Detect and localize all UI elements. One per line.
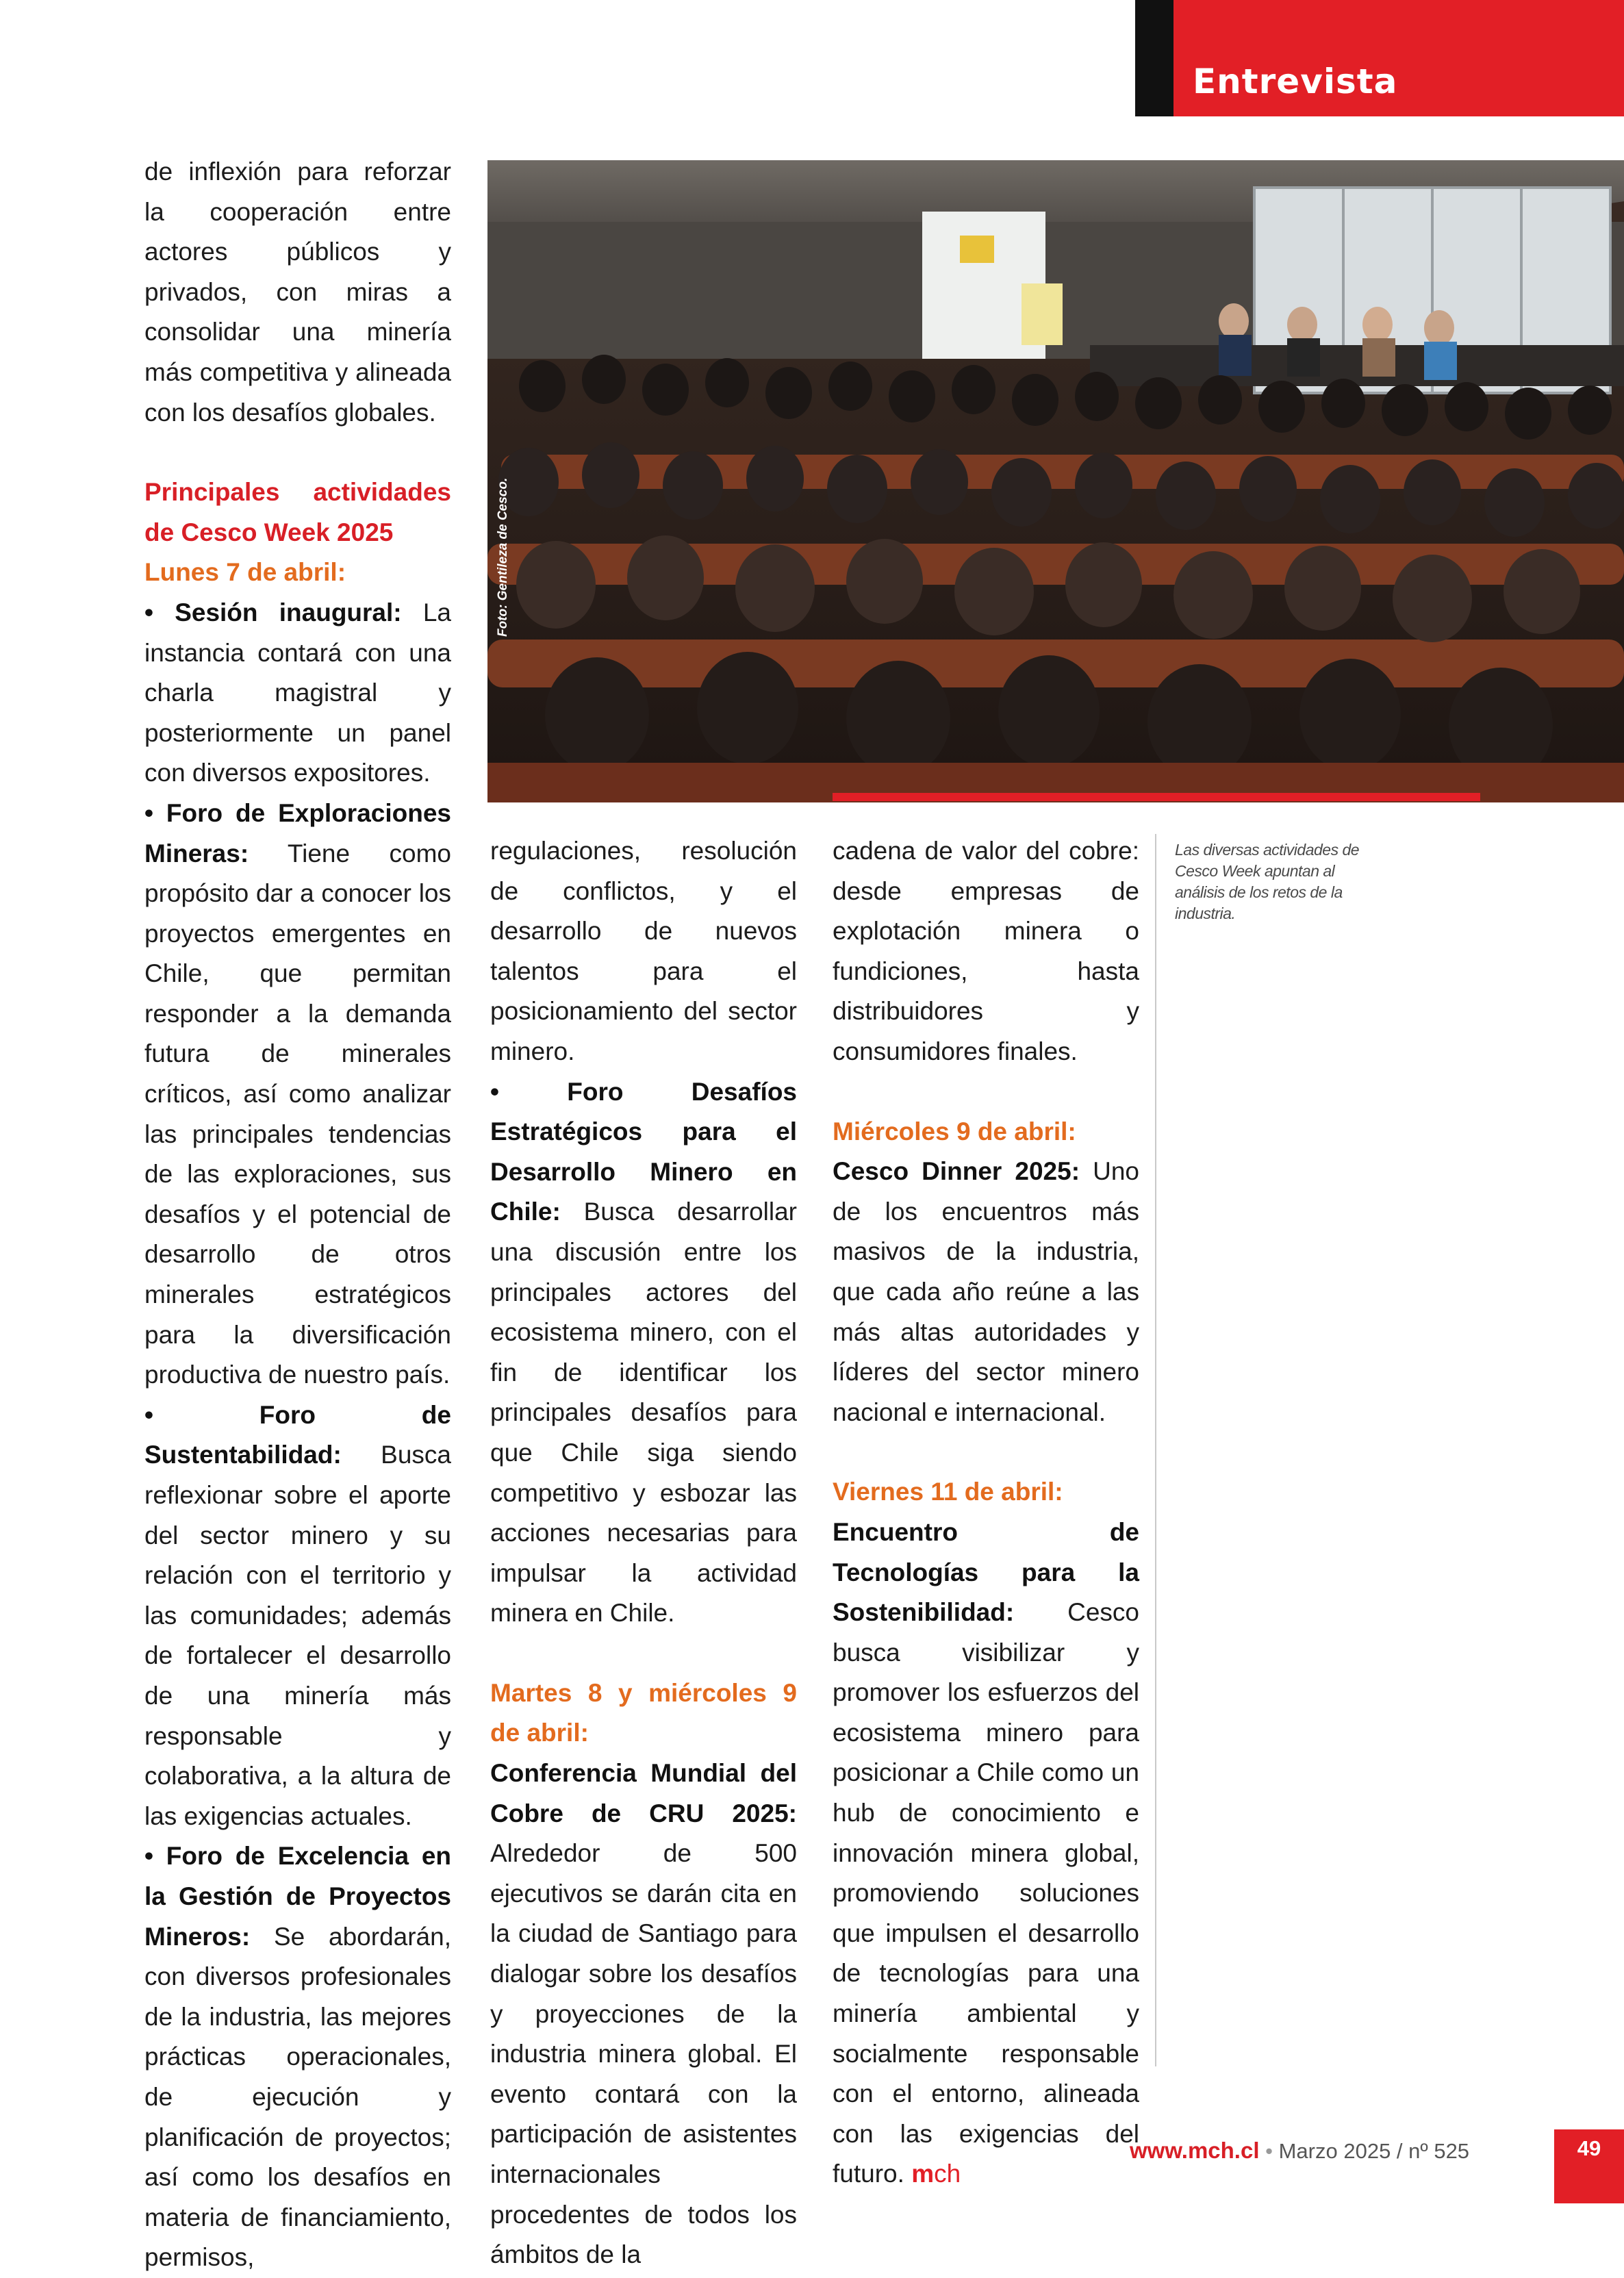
item-sustainability-forum [144, 1395, 451, 1837]
activities-heading: Principales actividades de Cesco Week 2025 [144, 478, 451, 546]
page-footer [1130, 2138, 1469, 2186]
item-title: • Foro Desafíos Estratégicos para el Desarrollo Minero en Chile: [490, 1077, 797, 1226]
continued-paragraph: cadena de valor del cobre: desde empresas de explotación minera o fundiciones, hasta distribuidores y consumidores finales. [833, 837, 1139, 1065]
continued-paragraph: regulaciones, resolución de conflictos, y el desarrollo de nuevos talentos para el posicionamiento del sector minero. [490, 837, 797, 1065]
footer-separator: • [1265, 2139, 1273, 2163]
item-title: • Foro de Exploraciones Mineras: [144, 798, 451, 868]
conference-photo-illustration [487, 160, 1624, 802]
red-accent-strip [833, 793, 1480, 801]
item-technology-meeting [833, 1513, 1139, 2194]
item-exploration-forum [144, 794, 451, 1395]
item-title: • Sesión inaugural: [144, 598, 402, 627]
section-header-edge [1135, 0, 1173, 116]
item-title: Cesco Dinner 2025: [833, 1157, 1080, 1186]
photo-credit: Foto: Gentileza de Cesco. [496, 477, 510, 637]
item-cru-conference [490, 1754, 797, 2275]
day-heading-friday: Viernes 11 de abril: [833, 1478, 1063, 1506]
day-heading-tuesday: Martes 8 y miércoles 9 de abril: [490, 1678, 797, 1747]
item-opening-session [144, 593, 451, 794]
item-text: Uno de los encuentros más masivos de la industria, que cada año reúne a las más altas autoridades y líderes del sector minero nacional e internacional. [833, 1157, 1139, 1426]
item-text: Cesco busca visibilizar y promover los esfuerzos del ecosistema minero para posicionar a Chile como un hub de conocimiento e innovación minera global, promoviendo soluciones que impulsen el desarrollo de tecnologías para una minería ambiental y socialmente responsable con el entorno, alineada con las exigencias del futuro. [833, 1598, 1139, 2188]
day-heading-monday: Lunes 7 de abril: [144, 558, 346, 587]
section-header [1135, 0, 1624, 116]
conference-photo [487, 160, 1624, 802]
item-text: Se abordarán, con diversos profesionales de la industria, las mejores prácticas operacionales, de ejecución y planificación de proyectos; así como los desafíos en materia de financiamiento, permisos, [144, 1922, 451, 2272]
day-heading-wednesday: Miércoles 9 de abril: [833, 1117, 1076, 1146]
item-cesco-dinner [833, 1152, 1139, 1432]
item-title: • Foro de Excelencia en la Gestión de Proyectos Mineros: [144, 1842, 451, 1951]
item-title: Conferencia Mundial del Cobre de CRU 2025: [490, 1759, 797, 1827]
item-text: Busca reflexionar sobre el aporte del sector minero y su relación con el territorio y las comunidades; además de fortalecer el desarrollo de una minería más responsable y colaborativa, a la altura de las exigencias actuales. [144, 1441, 451, 1830]
caption-divider [1155, 834, 1156, 2066]
footer-issue: Marzo 2025 / nº 525 [1278, 2139, 1470, 2163]
mch-end-logo [911, 2160, 961, 2188]
item-text: Alrededor de 500 ejecutivos se darán cita en la ciudad de Santiago para dialogar sobre los desafíos y proyecciones de la industria minera global. El evento contará con la participación de asistentes internacionales procedentes de todos los ámbitos de la [490, 1839, 797, 2269]
item-title: • Foro de Sustentabilidad: [144, 1400, 451, 1469]
logo-m: m [911, 2160, 935, 2188]
text-column-2 [490, 831, 797, 2275]
logo-ch: ch [934, 2160, 961, 2188]
text-column-3 [833, 831, 1139, 2194]
item-title: Encuentro de Tecnologías para la Sostenibilidad: [833, 1517, 1139, 1627]
item-excellence-forum [144, 1836, 451, 2278]
page-number: 49 [1554, 2129, 1624, 2203]
item-text: Tiene como propósito dar a conocer los proyectos emergentes en Chile, que permitan responder a la demanda futura de minerales críticos, así como analizar las principales tendencias de las exploraciones, sus desafíos y el potencial de desarrollo de otros minerales estratégicos para la diversificación productiva de nuestro país. [144, 839, 451, 1389]
text-column-1 [144, 152, 451, 2278]
intro-paragraph: de inflexión para reforzar la cooperación entre actores públicos y privados, con miras a consolidar una minería más competitiva y alineada con los desafíos globales. [144, 157, 451, 427]
section-label: Entrevista [1193, 62, 1398, 101]
item-strategic-forum [490, 1072, 797, 1634]
footer-url[interactable]: www.mch.cl [1130, 2138, 1260, 2163]
photo-caption: Las diversas actividades de Cesco Week apuntan al análisis de los retos de la industria. [1175, 841, 1360, 922]
item-text: La instancia contará con una charla magistral y posteriormente un panel con diversos expositores. [144, 598, 452, 787]
item-text: Busca desarrollar una discusión entre los principales actores del ecosistema minero, con el fin de identificar los principales desafíos para que Chile siga siendo competitivo y esbozar las acciones necesarias para impulsar la actividad minera en Chile. [490, 1198, 797, 1628]
